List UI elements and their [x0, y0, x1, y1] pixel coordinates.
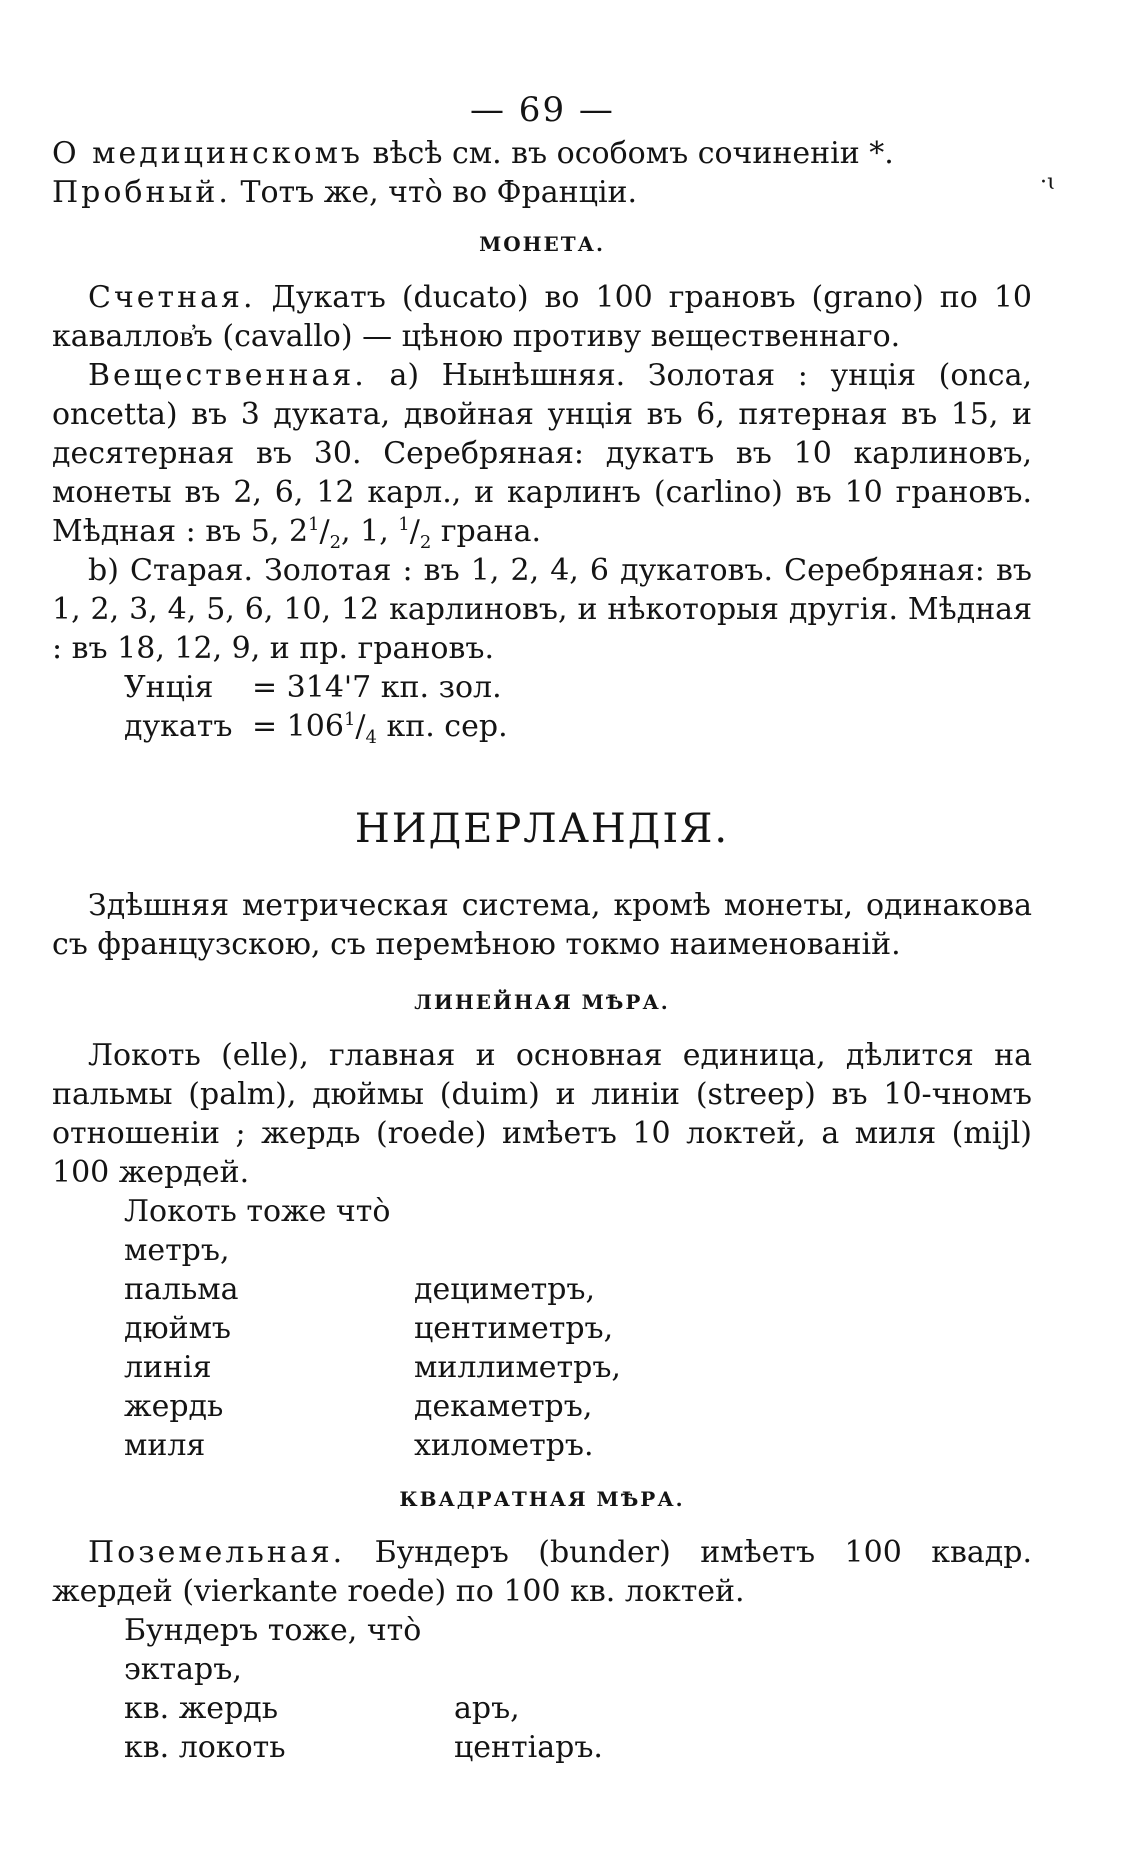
- page-body: [52, 80, 1032, 1767]
- square-text: Бундеръ (bunder) имѣетъ 100 квадр. жердей (vierkante roede) по 100 кв. локтей.: [52, 1535, 1032, 1609]
- equivalence-row: [52, 1309, 1032, 1348]
- equivalence-row: [52, 1387, 1032, 1426]
- frac-2-num: 1: [398, 514, 410, 535]
- equation-ducat: [52, 707, 1032, 746]
- probe-lead: Пробный.: [52, 175, 231, 210]
- linear-paragraph: Локоть (elle), главная и основная единица, дѣлится на пальмы (palm), дюймы (duim) и линіи (streep) въ 10-чномъ отношеніи ; жердь (roede) имѣетъ 10 локтей, а миля (mijl) 100 жердей.: [52, 1038, 1032, 1190]
- equivalence-left: кв. локоть: [124, 1730, 286, 1765]
- netherlands-intro: Здѣшняя метрическая система, кромѣ монеты, одинакова съ французскою, съ перемѣною токмо наименованій.: [52, 888, 1032, 962]
- probe-weight-line: [52, 173, 1032, 212]
- equivalence-row: [52, 1192, 1032, 1270]
- page-number: — 69 —: [470, 90, 615, 130]
- ducat-label: дукатъ: [124, 709, 233, 744]
- linear-equivalents: [52, 1192, 1032, 1465]
- real-coin-paragraph: Вещественная. a) Нынѣшняя. Золотая : унція (onca, oncetta) въ 3 дуката, двойная унція въ 6, пятерная въ 15, и десятерная въ 30. Серебряная: дукатъ въ 10 карлиновъ, монеты въ 2, 6, 12 карл., и карлинъ (carlino) въ 10 грановъ. Мѣдная : въ 5, $2^1/_2$, 1, $^1/_2$ грана.: [52, 358, 1032, 553]
- frac-2-den: 2: [419, 532, 432, 553]
- real-lead: Вещественная.: [88, 358, 367, 393]
- equivalence-right: миллиметръ,: [414, 1350, 621, 1385]
- equivalence-right: декаметръ,: [414, 1389, 593, 1424]
- equivalence-left: кв. жердь: [124, 1691, 279, 1726]
- square-lead: Поземельная.: [88, 1535, 346, 1570]
- equivalence-left: Бундеръ тоже, что̀ эктаръ,: [124, 1613, 422, 1687]
- equivalence-right: хилометръ.: [414, 1428, 594, 1463]
- equivalence-left: жердь: [124, 1389, 224, 1424]
- real-text-1: a) Нынѣшняя. Золотая : унція (onca, oncetta) въ 3 дуката, двойная унція въ 6, пятерная въ 15, и десятерная въ 30. Серебряная: дукатъ въ 10 карлиновъ, монеты въ 2, 6, 12 карл., и карлинъ (carlino) въ 10 грановъ. Мѣдная : въ 5, 2: [52, 358, 1032, 549]
- equivalence-right: центиметръ,: [414, 1311, 614, 1346]
- equivalence-row: [52, 1689, 1032, 1728]
- old-coin-paragraph: b) Старая. Золотая : въ 1, 2, 4, 6 дукатовъ. Серебряная: въ 1, 2, 3, 4, 5, 6, 10, 12 карлиновъ, и нѣкоторыя другія. Мѣдная : въ 18, 12, 9, и пр. грановъ.: [52, 553, 1032, 666]
- linear-heading: ЛИНЕЙНАЯ МѢРА.: [414, 990, 670, 1014]
- equation-uncia: [52, 668, 1032, 707]
- counting-paragraph: [52, 278, 1032, 356]
- uncia-value: = 314'7 кп. зол.: [252, 670, 502, 705]
- medical-lead: О медицинскомъ: [52, 136, 364, 171]
- square-heading: КВАДРАТНАЯ МѢРА.: [399, 1487, 685, 1511]
- ducat-frac-num: 1: [343, 709, 356, 730]
- counting-text: Дукатъ (ducato) во 100 грановъ (grano) по 10 каваллов҆ъ (cavallo) — цѣною противу вещественнаго.: [52, 280, 1032, 354]
- ducat-value: = $106^1/_4$ кп. сер.: [252, 709, 508, 748]
- country-title: НИДЕРЛАНДІЯ.: [354, 806, 730, 852]
- equivalence-row: [52, 1728, 1032, 1767]
- medical-weight-line: [52, 134, 1032, 173]
- equivalence-left: дюймъ: [124, 1311, 232, 1346]
- square-paragraph: [52, 1533, 1032, 1611]
- frac-1-den: 2: [329, 532, 342, 553]
- ducat-value-post: кп. сер.: [376, 709, 508, 744]
- equivalence-row: [52, 1426, 1032, 1465]
- moneta-heading: МОНЕТА.: [479, 232, 605, 256]
- margin-mark: ·ɩ: [1040, 170, 1056, 195]
- real-text-2: , 1,: [341, 514, 399, 549]
- ducat-value-pre: = 106: [252, 709, 344, 744]
- equivalence-left: линія: [124, 1350, 212, 1385]
- equivalence-row: [52, 1348, 1032, 1387]
- uncia-label: Унція: [124, 670, 214, 705]
- real-text-3: грана.: [431, 514, 542, 549]
- ducat-frac-den: 4: [365, 727, 377, 748]
- probe-text: Тотъ же, что̀ во Франціи.: [230, 175, 638, 210]
- frac-1-num: 1: [308, 514, 320, 535]
- equivalence-row: [52, 1611, 1032, 1689]
- equivalence-right: центіаръ.: [454, 1730, 603, 1765]
- equivalence-left: пальма: [124, 1272, 239, 1307]
- medical-text: вѣсѣ см. въ особомъ сочиненіи *.: [363, 136, 894, 171]
- counting-lead: Счетная.: [88, 280, 256, 315]
- equivalence-left: Локоть тоже что̀ метръ,: [124, 1194, 391, 1268]
- equivalence-right: аръ,: [454, 1691, 520, 1726]
- square-equivalents: [52, 1611, 1032, 1767]
- equivalence-row: [52, 1270, 1032, 1309]
- equivalence-right: дециметръ,: [414, 1272, 596, 1307]
- equivalence-left: миля: [124, 1428, 206, 1463]
